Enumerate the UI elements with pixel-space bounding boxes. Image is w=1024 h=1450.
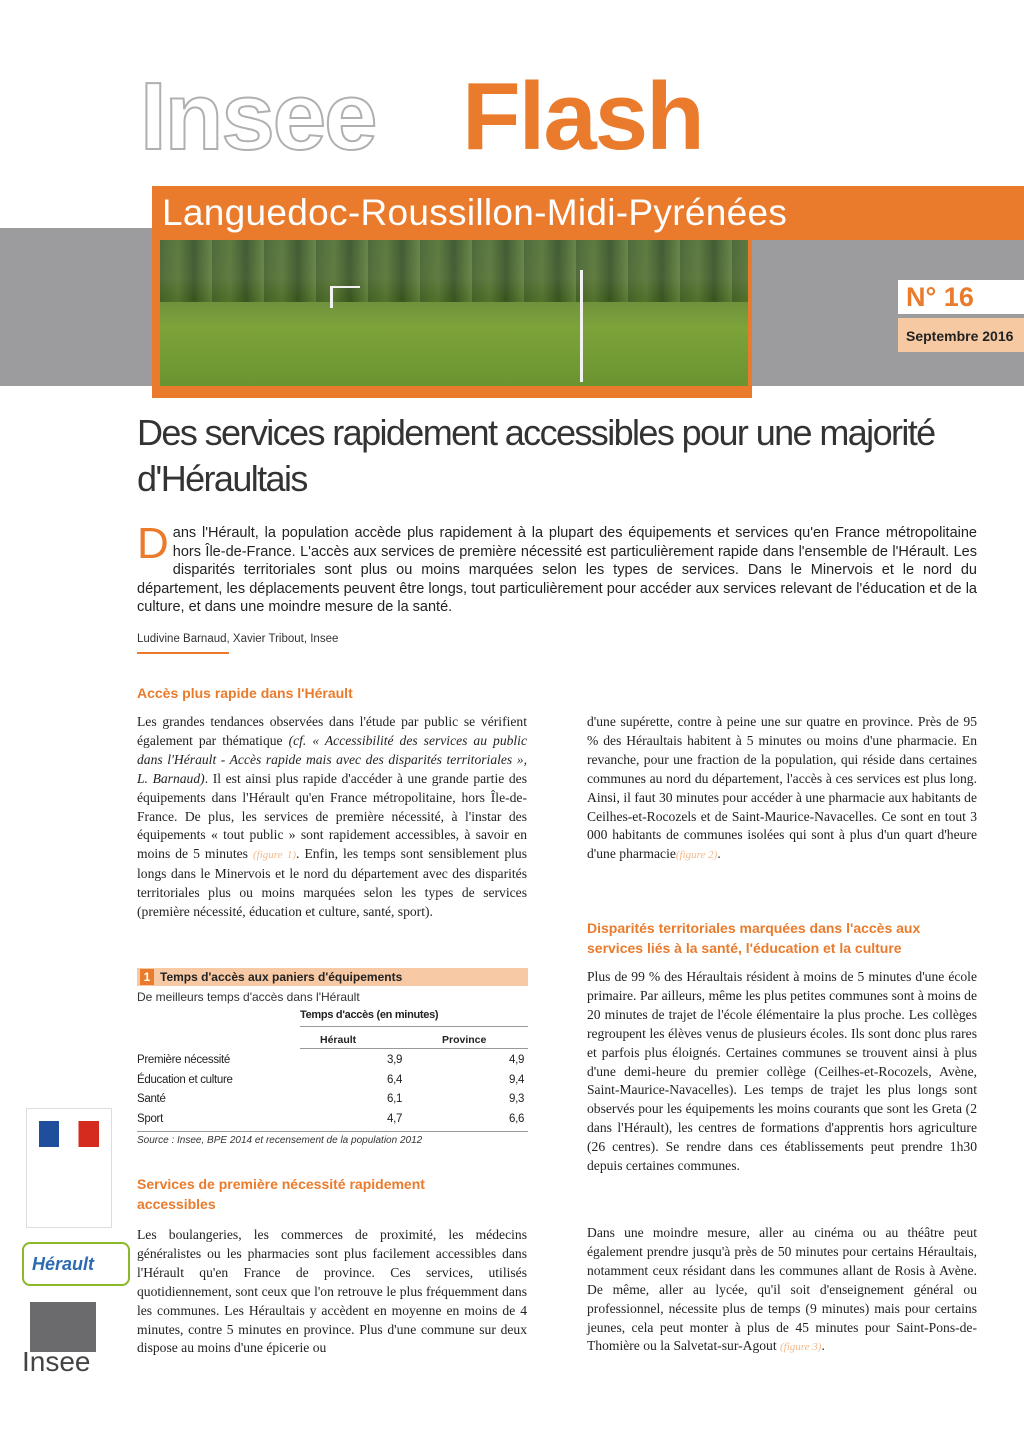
- dropcap: D: [137, 519, 169, 568]
- table-col-province: Province: [442, 1034, 487, 1046]
- table-rule: [300, 1048, 528, 1049]
- herault-logo: [22, 1242, 130, 1286]
- reference-study: (cf. « Accessibilité des services au public dans l'Hérault - Accès rapide mais avec des disparités territoriales », L. Barnaud): [137, 732, 527, 786]
- value-herault: 6,4: [387, 1074, 403, 1086]
- row-label: Première nécessité: [137, 1054, 231, 1066]
- photo-trees: [160, 240, 748, 302]
- right-column-p2: [587, 968, 977, 1176]
- issue-number: N° 16: [906, 282, 974, 312]
- text: . Enfin, les temps sont sensiblement plus longs dans le Minervois et le nord du département avec des disparités territoriales plus ou moins marquées selon les types de services (première nécessité, éducation et culture, santé, sport).: [137, 846, 527, 920]
- right-column-p3: Dans une moindre mesure, aller au cinéma ou au théâtre peut également prendre jusqu'à près de 50 minutes pour certains Héraultais, notamment ceux résidant dans les communes allant de Rosis à Avène. De même, aller au lycée, qu'il soit d'enseignement général ou professionnel, nécessite plus de temps (9 minutes) mais pour certains jeunes, cela peut monter à plus de 45 minutes pour Saint-Pons-de-Thomière ou la Salvetat-sur-Agout (figure 3).: [587, 1225, 977, 1354]
- row-label: Sport: [137, 1113, 163, 1125]
- brand-insee: Insee: [140, 63, 376, 170]
- table-row: [137, 1093, 528, 1113]
- paragraph: Plus de 99 % des Héraultais résident à moins de 5 minutes d'une école primaire. Par ailleurs, même les plus petites communes sont à moins de 20 minutes de trajet de l'école élémentaire la plus proche. Les collèges regroupent les élèves venus de plusieurs écoles. Ils sont donc plus rares et parfois plus éloignés. Certaines communes se trouvent ainsi à plus d'une demi-heure du premier collège (Ceilhes-et-Rocozels, Avène, Saint-Maurice-Navacelles). Les temps de trajet les plus longs sont observés pour les équipements les moins courants que sont les Greta (2 dans l'Hérault), les centres de formations d'apprentis hors agriculture (26 centres). Se rendre dans ces établissements peut prendre 1h30 depuis certaines communes.: [587, 969, 977, 1174]
- value-province: 9,4: [509, 1074, 525, 1086]
- section-heading-services: Services de première nécessité rapidement accessibles: [137, 1176, 425, 1212]
- figure-number: 1: [140, 969, 154, 985]
- figure-ref[interactable]: (figure 2): [675, 849, 718, 862]
- text: Les grandes tendances observées dans l'étude par public se vérifient également par thématique: [137, 714, 527, 748]
- value-province: 4,9: [509, 1054, 525, 1066]
- article-intro: [137, 519, 977, 617]
- table-row: [137, 1074, 528, 1094]
- figure-title: Temps d'accès aux paniers d'équipements: [160, 970, 403, 984]
- left-column-p1: [137, 713, 527, 922]
- intro-text: ans l'Hérault, la population accède plus rapidement à la plupart des équipements et services qu'en France métropolitaine hors Île-de-France. L'accès aux services de première nécessité est particulièrement rapide dans l'ensemble de l'Hérault. Les disparités territoriales sont plus ou moins marquées selon les types de services. Dans le Minervois et le nord du département, les déplacements peuvent être longs, tout particulièrement pour accéder aux services relevant de l'éducation et de la culture, et dans une moindre mesure de la santé.: [137, 525, 977, 615]
- author-divider: [137, 652, 229, 654]
- marianne-flag-icon: [39, 1121, 99, 1147]
- row-label: Éducation et culture: [137, 1074, 233, 1086]
- value-province: 6,6: [509, 1113, 525, 1125]
- text: Dans une moindre mesure, aller au cinéma ou au théâtre peut également prendre jusqu'à près de 50 minutes pour certains Héraultais, notamment ceux résidant dans les communes allant de Rosis à Avène. De même, aller au lycée, qu'il soit d'enseignement général ou professionnel, nécessite plus de temps (9 minutes) mais pour certains jeunes, cela peut monter à plus de 45 minutes pour Saint-Pons-de-Thomière ou la Salvetat-sur-Agout: [587, 1225, 977, 1354]
- left-column-p2: [137, 1226, 527, 1358]
- row-label: Santé: [137, 1093, 166, 1105]
- issue-date: Septembre 2016: [906, 328, 1014, 344]
- value-herault: 6,1: [387, 1093, 403, 1105]
- section-heading-acces: Accès plus rapide dans l'Hérault: [137, 685, 353, 701]
- table-rule: [137, 1131, 528, 1132]
- article-title: Des services rapidement accessibles pour une majorité d'Héraultais: [137, 412, 935, 499]
- table-col-herault: Hérault: [320, 1034, 357, 1046]
- figure-ref[interactable]: (figure 3): [780, 1341, 822, 1354]
- goal-post: [330, 286, 333, 308]
- table-row: [137, 1113, 528, 1133]
- value-herault: 4,7: [387, 1113, 403, 1125]
- text: d'une supérette, contre à peine une sur quatre en province. Près de 95 % des Héraultais habitent à 5 minutes ou moins d'une pharmacie. En revanche, pour une fraction de la population, qui réside dans certaines communes au nord du département, l'accès à ces services est plus long. Ainsi, il faut 30 minutes pour accéder à une pharmacie aux habitants de Ceilhes-et-Rocozels et de Saint-Maurice-Navacelles. Ce sont en tout 3 000 habitants de communes isolées qui sont à plus d'un quart d'heure d'une pharmacie: [587, 714, 977, 862]
- table-group-header: Temps d'accès (en minutes): [300, 1009, 439, 1021]
- herault-logo-text: Hérault: [32, 1254, 95, 1274]
- insee-logo-mark: [30, 1302, 96, 1352]
- figure-subtitle: De meilleurs temps d'accès dans l'Hérault: [137, 990, 360, 1004]
- insee-logo-text: Insee: [22, 1346, 91, 1377]
- region-title: Languedoc-Roussillon-Midi-Pyrénées: [162, 192, 788, 233]
- value-province: 9,3: [509, 1093, 525, 1105]
- value-herault: 3,9: [387, 1054, 403, 1066]
- table-rule: [300, 1026, 528, 1027]
- paragraph: Les boulangeries, les commerces de proximité, les médecins généralistes ou les pharmacies sont plus facilement accessibles dans l'Hérault qu'en France de province. Ces services, utilisés quotidiennement, sont ceux que l'on retrouve le plus fréquemment dans les communes. Les Héraultais y accèdent en moyenne en moins de 4 minutes, contre 5 minutes en province. Plus d'une commune sur deux dispose au moins d'une épicerie ou: [137, 1227, 527, 1356]
- figure-ref[interactable]: (figure 1): [252, 849, 297, 862]
- header-gray-band: [0, 228, 152, 386]
- table-row: [137, 1054, 528, 1074]
- section-heading-disparites: Disparités territoriales marquées dans l'accès aux services liés à la santé, l'éducation et la culture: [587, 920, 921, 956]
- brand-flash: Flash: [462, 63, 703, 170]
- authors: Ludivine Barnaud, Xavier Tribout, Insee: [137, 633, 339, 645]
- prefecture-logo: [26, 1108, 112, 1228]
- right-column-p1: d'une supérette, contre à peine une sur quatre en province. Près de 95 % des Héraultais habitent à 5 minutes ou moins d'une pharmacie. En revanche, pour une fraction de la population, qui réside dans certaines communes au nord du département, l'accès à ces services est plus long. Ainsi, il faut 30 minutes pour accéder à une pharmacie aux habitants de Ceilhes-et-Rocozels et de Saint-Maurice-Navacelles. Ce sont en tout 3 000 habitants de communes isolées qui sont à plus d'un quart d'heure d'une pharmacie(figure 2).: [587, 714, 977, 862]
- header-photo: [160, 240, 748, 386]
- goal-bar: [330, 286, 360, 288]
- table-source: Source : Insee, BPE 2014 et recensement de la population 2012: [137, 1135, 423, 1146]
- text: . Il est ainsi plus rapide d'accéder à une grande partie des équipements dans l'Hérault qu'en France métropolitaine, hors Île-de-France. De plus, les services de première nécessité, à l'instar des équipements « tout public » sont rapidement accessibles, à savoir en moins de 5 minutes: [137, 770, 527, 862]
- fence-post: [580, 270, 583, 382]
